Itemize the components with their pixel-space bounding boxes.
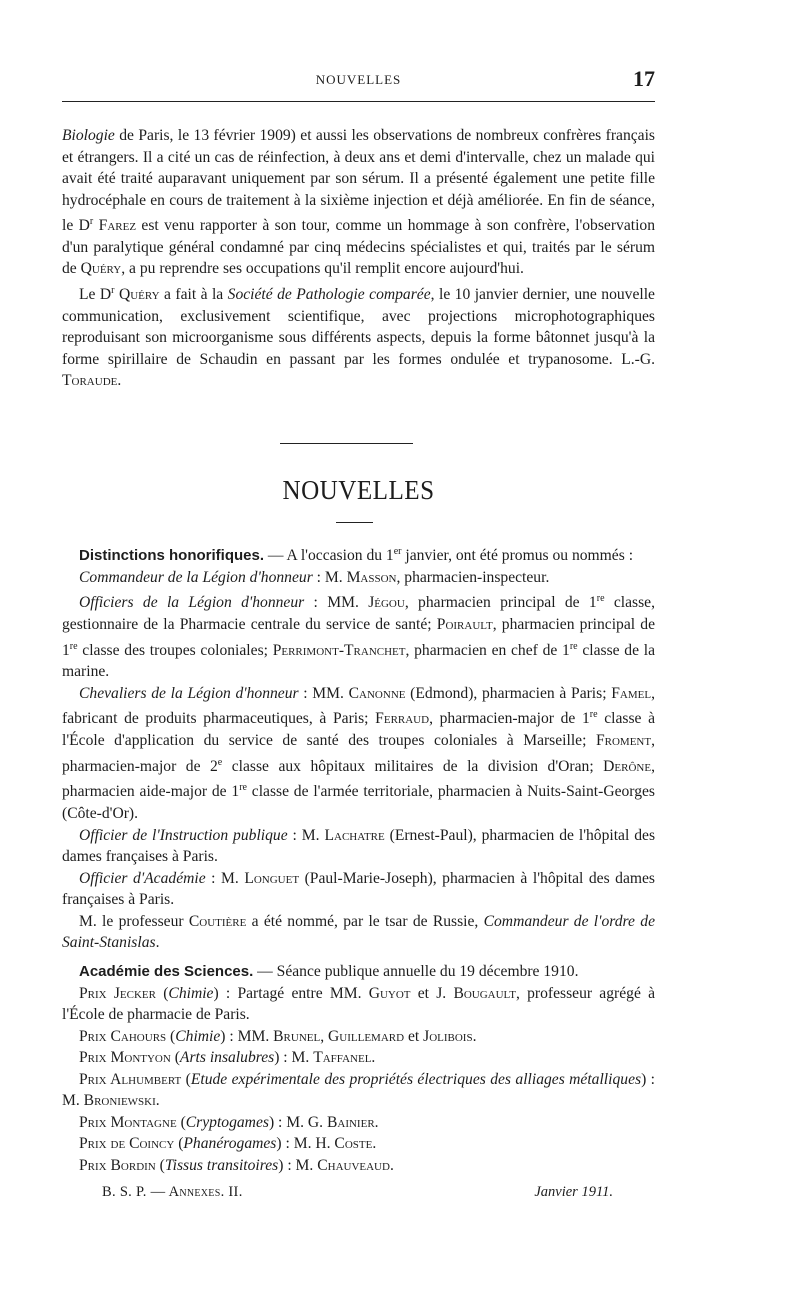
small-caps-name: Lachatre	[324, 826, 385, 844]
text-run: : M.	[205, 869, 245, 887]
small-caps-name: Prix de Coincy	[79, 1135, 175, 1153]
text-run: (	[155, 984, 169, 1002]
text-run: .	[371, 1049, 376, 1067]
text-run: classe aux hôpitaux militaires de la division d'Oran;	[222, 757, 604, 775]
small-caps-name: Coutière	[188, 912, 247, 930]
small-caps-name: Farez	[98, 217, 137, 235]
text-run: Le D	[79, 286, 112, 304]
paragraph	[62, 1133, 655, 1155]
text-run: .	[155, 1092, 160, 1110]
text-run: a fait à la	[159, 286, 228, 304]
small-caps-name: G. Bainier	[307, 1113, 375, 1131]
text-run: ) : MM.	[220, 1027, 274, 1045]
article-paragraph-1	[62, 125, 655, 280]
section-separator	[280, 443, 413, 444]
text-run: , pharmacien-inspecteur.	[396, 568, 550, 586]
small-caps-name: Prix Bordin	[79, 1156, 156, 1174]
small-caps-name: Ferraud	[375, 710, 430, 728]
italic-text: Etude expérimentale des propriétés électriques des alliages métalliques	[190, 1070, 642, 1088]
paragraph	[62, 1047, 655, 1069]
text-run: , a pu reprendre ses occupations qu'il remplit encore aujourd'hui.	[121, 260, 524, 278]
italic-text: Phanérogames	[183, 1135, 277, 1153]
paragraph	[62, 588, 655, 683]
text-run: classe à l'École d'application du service de santé des troupes coloniales à Marseille;	[62, 710, 656, 750]
text-run: .	[472, 1027, 477, 1045]
superscript: re	[69, 640, 78, 652]
small-caps-name: Prix Jecker	[79, 984, 156, 1002]
text-run: .	[155, 934, 160, 952]
italic-text: Arts insalubres	[179, 1049, 275, 1067]
text-run: : M.	[287, 826, 325, 844]
superscript: er	[393, 546, 402, 557]
small-caps-name: Masson	[346, 568, 397, 586]
paragraph	[62, 1155, 655, 1177]
superscript: re	[589, 709, 598, 721]
small-caps-name: Poirault	[436, 616, 493, 634]
italic-text: Société de Pathologie comparée	[227, 286, 431, 304]
text-run: ) : M.	[278, 1156, 318, 1174]
superscript: r	[89, 216, 94, 228]
italic-text: Biologie	[62, 127, 115, 144]
text-run: (	[155, 1156, 165, 1174]
italic-text: Commandeur de l'ordre de Saint-Stanislas	[62, 912, 655, 952]
italic-text: Officier d'Académie	[79, 869, 206, 887]
italic-text: Cryptogames	[185, 1113, 269, 1131]
small-caps-name: Famel	[611, 684, 652, 702]
header-rule	[62, 101, 655, 102]
text-run: (	[176, 1113, 186, 1131]
text-run: : MM.	[304, 594, 369, 612]
paragraph	[62, 1026, 655, 1048]
italic-text: Officiers de la Légion d'honneur	[79, 594, 305, 612]
running-title: NOUVELLES	[315, 72, 402, 87]
text-run: classe de l'armée territoriale, pharmacien à Nuits-Saint-Georges (Côte-d'Or).	[62, 783, 655, 823]
paragraph	[62, 868, 655, 911]
text-run: (Edmond), pharmacien à Paris;	[405, 684, 612, 702]
paragraph	[62, 825, 655, 868]
running-header	[62, 66, 655, 92]
small-caps-name: Prix Alhumbert	[79, 1070, 182, 1088]
superscript: re	[596, 593, 605, 605]
small-caps-name: Chauveaud	[317, 1156, 390, 1174]
text-run: .	[372, 1135, 377, 1153]
superscript: re	[239, 782, 247, 794]
text-run: .	[374, 1113, 379, 1131]
text-run: .	[389, 1156, 394, 1174]
text-run: , pharmacien principal de 1	[62, 616, 656, 659]
text-run: , pharmacien aide-major de 1	[62, 757, 655, 801]
text-run: et	[404, 1027, 424, 1045]
text-run: : MM.	[298, 684, 349, 702]
text-run: est venu rapporter à son tour, comme un hommage à son confrère, l'observation d'un paralytique général condamné par cinq médecins spécialistes et qui, traités par le sérum de	[62, 217, 656, 278]
text-run: (	[170, 1049, 180, 1067]
text-run: ) : M.	[268, 1113, 308, 1131]
paragraph	[62, 683, 655, 825]
distinctions-section	[62, 541, 655, 954]
run-in-heading: Académie des Sciences.	[79, 963, 254, 980]
text-run: , pharmacien-major de 1	[429, 710, 590, 728]
academie-section	[62, 961, 655, 1176]
text-run: (Ernest-Paul), pharmacien de l'hôpital des dames françaises à Paris.	[62, 826, 656, 866]
text-run: (	[181, 1070, 191, 1088]
text-run: de Paris, le 13 février 1909) et aussi les observations de nombreux confrères français et étrangers. Il a cité un cas de réinfection, à deux ans et demi d'intervalle, chez un malade qui avait été traité auparavant uniquement par son sérum. Il a présenté également une petite fille hydrocéphale en cours de traitement à la sixième injection et déjà améliorée. En fin de séance, le D	[62, 127, 655, 235]
small-caps-name: Jolibois	[423, 1027, 473, 1045]
superscript: r	[111, 285, 115, 297]
small-caps-name: Prix Montagne	[79, 1113, 177, 1131]
text-run: classe des troupes coloniales;	[77, 641, 273, 659]
paragraph	[62, 1069, 655, 1112]
text-run: — Séance publique annuelle du 19 décembre 1910.	[253, 963, 579, 980]
italic-text: Chimie	[168, 984, 214, 1002]
small-caps-name: L.-G. Toraude.	[62, 350, 655, 390]
text-run: et J.	[410, 984, 454, 1002]
small-caps-name: Longuet	[244, 869, 300, 887]
superscript: re	[569, 640, 578, 652]
italic-text: Commandeur de la Légion d'honneur	[79, 568, 313, 586]
small-caps-name: Prix Montyon	[79, 1049, 171, 1067]
text-run: (	[166, 1027, 176, 1045]
small-caps-name: Jégou	[368, 594, 405, 612]
text-run: janvier, ont été promus ou nommés :	[401, 547, 634, 565]
text-run: ) : M.	[276, 1135, 316, 1153]
page-number: 17	[633, 66, 655, 91]
text-run: a été nommé, par le tsar de Russie,	[246, 912, 484, 930]
page-footer	[62, 1184, 655, 1206]
small-caps-name: Broniewski	[83, 1092, 156, 1110]
italic-text: Officier de l'Instruction publique	[79, 826, 288, 844]
text-run: (	[174, 1135, 184, 1153]
footer-date: Janvier 1911.	[534, 1184, 613, 1200]
paragraph	[62, 911, 655, 954]
article-continuation	[62, 125, 655, 392]
paragraph	[62, 567, 655, 589]
text-run: , professeur agrégé à l'École de pharmacie de Paris.	[62, 984, 656, 1024]
small-caps-name: Prix Cahours	[79, 1027, 167, 1045]
small-caps-name: H. Coste	[315, 1135, 373, 1153]
paragraph	[62, 983, 655, 1026]
small-caps-name: Derône	[603, 757, 652, 775]
superscript: e	[217, 756, 223, 768]
run-in-heading: Distinctions honorifiques.	[79, 547, 265, 565]
text-run: ) : M.	[62, 1070, 655, 1110]
paragraph	[62, 541, 655, 567]
paragraph	[62, 961, 655, 983]
text-run: classe, gestionnaire de la Pharmacie centrale du service de santé;	[62, 594, 655, 634]
small-caps-name: Quéry	[80, 260, 122, 278]
text-run: : M.	[312, 568, 347, 586]
text-run: , pharmacien principal de 1	[404, 594, 597, 612]
italic-text: Tissus transitoires	[164, 1156, 279, 1174]
italic-text: Chimie	[175, 1027, 221, 1045]
small-caps-name: Canonne	[348, 684, 406, 702]
small-caps-name: Froment	[595, 732, 652, 750]
small-caps-name: Taffanel	[313, 1049, 372, 1067]
text-run: classe de la marine.	[62, 641, 655, 681]
text-run: , pharmacien-major de 2	[62, 732, 655, 775]
text-run: — A l'occasion du 1	[264, 547, 394, 565]
text-run: , le 10 janvier dernier, une nouvelle communication, exclusivement scientifique, avec projections microphotographiques reproduisant son microorganisme sous différents aspects, depuis la forme bâtonnet jusqu'à la forme spirillaire de Schaudin en passant par les formes ondulée et trypanosome.	[62, 286, 655, 368]
footer-journal: B. S. P. — Annexes. II.	[102, 1184, 243, 1200]
text-run: ) : Partagé entre MM.	[213, 984, 369, 1002]
text-run: ) : M.	[274, 1049, 314, 1067]
paragraph	[62, 1112, 655, 1134]
title-underline	[336, 522, 373, 523]
small-caps-name: Guyot	[368, 984, 411, 1002]
small-caps-name: Brunel, Guillemard	[273, 1027, 405, 1045]
small-caps-name: Perrimont-Tranchet	[272, 641, 406, 659]
small-caps-name: Quéry	[118, 286, 160, 304]
small-caps-name: Bougault	[453, 984, 516, 1002]
text-run: M. le professeur	[79, 912, 189, 930]
text-run: , fabricant de produits pharmaceutiques, à Paris;	[62, 684, 655, 728]
text-run: , pharmacien en chef de 1	[405, 641, 570, 659]
text-run: (Paul-Marie-Joseph), pharmacien à l'hôpital des dames françaises à Paris.	[62, 869, 655, 909]
italic-text: Chevaliers de la Légion d'honneur	[79, 684, 299, 702]
article-paragraph-2	[62, 280, 655, 392]
section-title: NOUVELLES	[282, 475, 435, 505]
